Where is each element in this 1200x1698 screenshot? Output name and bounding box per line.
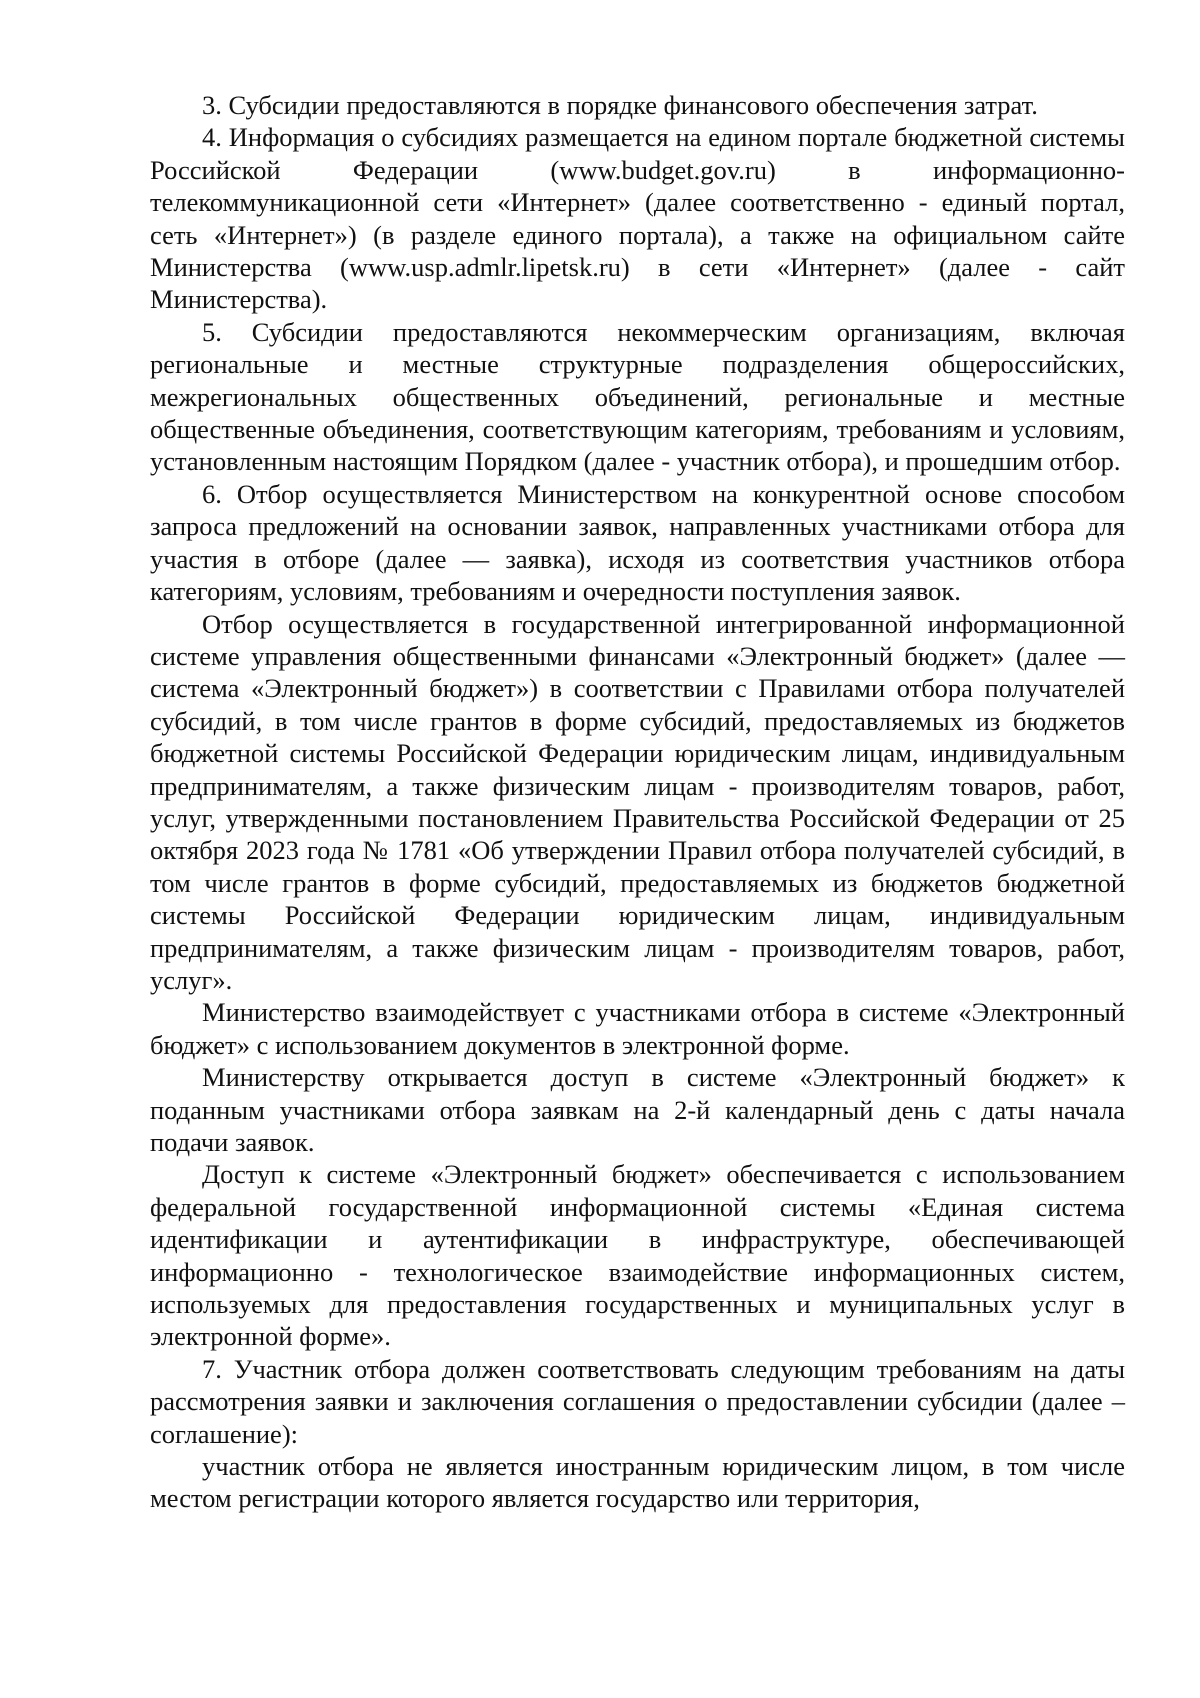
paragraph-item-6: 6. Отбор осуществляется Министерством на конкурентной основе способом запроса предложений на основании заявок, направленных участниками отбора для участия в отборе (далее — заявка), исходя из соответствия участников отбора категориям, условиям, требованиям и очередности поступления заявок.	[150, 478, 1125, 607]
paragraph-ministry-interaction: Министерство взаимодействует с участниками отбора в системе «Электронный бюджет» с использованием документов в электронной форме.	[150, 997, 1125, 1060]
paragraph-requirement-foreign-entity: участник отбора не является иностранным юридическим лицом, в том числе местом регистрации которого является государство или территория,	[150, 1451, 1125, 1514]
document-body	[150, 89, 1125, 1515]
paragraph-item-3: 3. Субсидии предоставляются в порядке финансового обеспечения затрат.	[202, 90, 1038, 120]
paragraph-ministry-access: Министерству открывается доступ в системе «Электронный бюджет» к поданным участниками отбора заявкам на 2-й календарный день с даты начала подачи заявок.	[150, 1062, 1125, 1157]
paragraph-selection-system: Отбор осуществляется в государственной интегрированной информационной системе управления общественными финансами «Электронный бюджет» (далее — система «Электронный бюджет») в соответствии с Правилами отбора получателей субсидий, в том числе грантов в форме субсидий, предоставляемых из бюджетов бюджетной системы Российской Федерации юридическим лицам, индивидуальным предпринимателям, а также физическим лицам - производителям товаров, работ, услуг, утвержденными постановлением Правительства Российской Федерации от 25 октября 2023 года № 1781 «Об утверждении Правил отбора получателей субсидий, в том числе грантов в форме субсидий, предоставляемых из бюджетов бюджетной системы Российской Федерации юридическим лицам, индивидуальным предпринимателям, а также физическим лицам - производителям товаров, работ, услуг».	[150, 608, 1125, 995]
paragraph-item-4: 4. Информация о субсидиях размещается на едином портале бюджетной системы Российской Федерации (www.budget.gov.ru) в информационно-телекоммуникационной сети «Интернет» (далее соответственно - единый портал, сеть «Интернет») (в разделе единого портала), а также на официальном сайте Министерства (www.usp.admlr.lipetsk.ru) в сети «Интернет» (далее - сайт Министерства).	[150, 122, 1125, 315]
paragraph-item-5: 5. Субсидии предоставляются некоммерческим организациям, включая региональные и местные структурные подразделения общероссийских, межрегиональных общественных объединений, региональные и местные общественные объединения, соответствующим категориям, требованиям и условиям, установленным настоящим Порядком (далее - участник отбора), и прошедшим отбор.	[150, 316, 1125, 477]
paragraph-item-7: 7. Участник отбора должен соответствовать следующим требованиям на даты рассмотрения заявки и заключения соглашения о предоставлении субсидии (далее – соглашение):	[150, 1353, 1125, 1449]
paragraph-system-access: Доступ к системе «Электронный бюджет» обеспечивается с использованием федеральной государственной информационной системы «Единая система идентификации и аутентификации в инфраструктуре, обеспечивающей информационно - технологическое взаимодействие информационных систем, используемых для предоставления государственных и муниципальных услуг в электронной форме».	[150, 1159, 1125, 1352]
